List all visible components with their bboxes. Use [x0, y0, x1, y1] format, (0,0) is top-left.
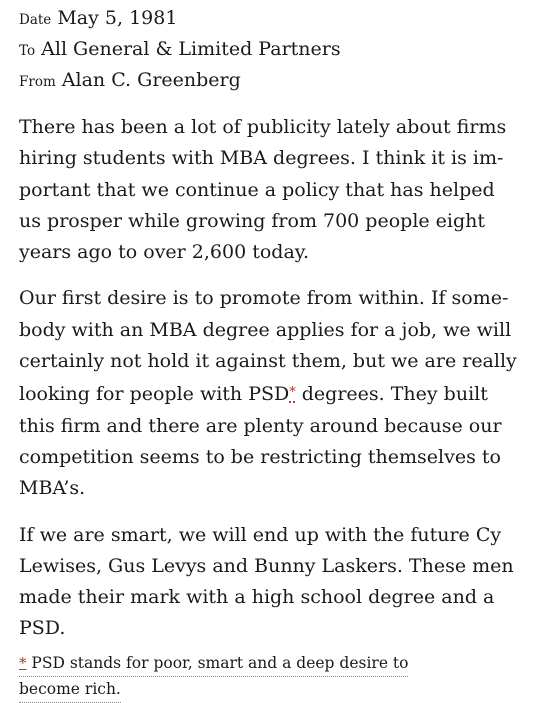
from-value: Alan C. Greenberg [61, 69, 241, 91]
paragraph-line: Lewises, Gus Levys and Bunny Laskers. These men [19, 554, 514, 577]
to-line [19, 35, 524, 66]
footnote-line [19, 651, 524, 677]
line-text: looking for people with PSD [19, 383, 290, 406]
from-label: From [19, 74, 56, 90]
date-label: Date [19, 12, 52, 28]
paragraph-1 [19, 112, 524, 268]
paragraph-line: us prosper while growing from 700 people eight [19, 209, 486, 232]
footnote-underlined-text [19, 651, 408, 677]
paragraph-line: portant that we continue a policy that has helped [19, 178, 495, 201]
paragraph-3 [19, 520, 524, 645]
footnote-marker[interactable]: * [19, 653, 27, 672]
paragraph-2 [19, 283, 524, 504]
from-line [19, 66, 524, 97]
paragraph-line: years ago to over 2,600 today. [19, 241, 310, 264]
footnote-line [19, 677, 524, 703]
paragraph-line: this firm and there are plenty around because our [19, 414, 502, 437]
to-value: All General & Limited Partners [41, 38, 341, 60]
paragraph-line: hiring students with MBA degrees. I think it is im- [19, 147, 504, 170]
paragraph-line: There has been a lot of publicity lately about firms [19, 116, 507, 138]
date-value: May 5, 1981 [57, 7, 178, 29]
paragraph-line: Our first desire is to promote from within. If some- [19, 287, 509, 310]
footnote-text: PSD stands for poor, smart and a deep desire to [26, 653, 409, 672]
paragraph-line: made their mark with a high school degree and a [19, 586, 495, 609]
paragraph-line [19, 377, 524, 410]
footnote-underlined-text: become rich. [19, 677, 121, 703]
line-text: degrees. They built [295, 383, 488, 406]
footnote-marker: * [289, 385, 296, 401]
paragraph-line: MBA’s. [19, 477, 86, 500]
paragraph-line: PSD. [19, 617, 66, 640]
paragraph-line: competition seems to be restricting themselves to [19, 445, 501, 468]
date-line [19, 4, 524, 35]
paragraph-line: body with an MBA degree applies for a job, we will [19, 318, 512, 341]
footnote [19, 651, 524, 703]
memo-header [19, 0, 524, 97]
paragraph-line: If we are smart, we will end up with the future Cy [19, 523, 502, 546]
to-label: To [19, 43, 36, 59]
paragraph-line: certainly not hold it against them, but we are really [19, 350, 517, 373]
